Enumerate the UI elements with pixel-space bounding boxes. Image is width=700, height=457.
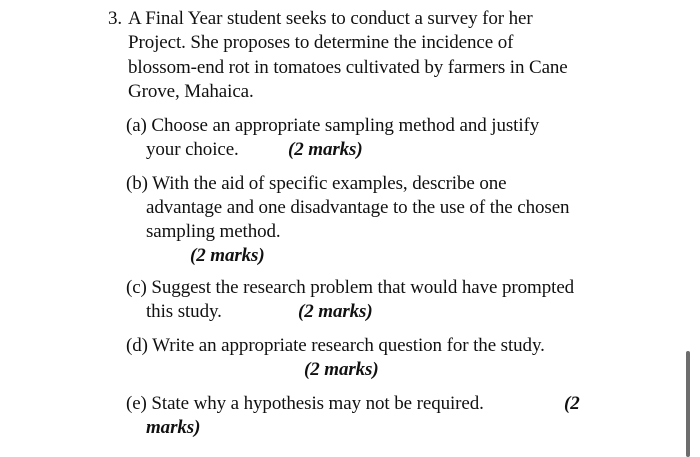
question-stem-line-1: A Final Year student seeks to conduct a survey for her [128, 8, 533, 29]
part-d-marks: (2 marks) [304, 359, 379, 380]
vertical-scrollbar-thumb[interactable] [686, 351, 690, 457]
part-c-marks: (2 marks) [298, 301, 373, 322]
part-a-marks: (2 marks) [288, 139, 363, 160]
part-c-line-1: (c) Suggest the research problem that would have prompted [126, 277, 575, 298]
question-stem-line-2: Project. She proposes to determine the incidence of [128, 32, 514, 53]
part-b-line-2: advantage and one disadvantage to the use of the chosen [146, 197, 570, 218]
question-stem-line-3: blossom-end rot in tomatoes cultivated by farmers in Cane [128, 57, 568, 78]
part-d-line-1: (d) Write an appropriate research question for the study. [126, 335, 545, 356]
part-b-marks: (2 marks) [190, 245, 265, 266]
part-c-line-2: this study. [146, 301, 222, 322]
part-b-line-1: (b) With the aid of specific examples, describe one [126, 173, 507, 194]
part-e-line-1: (e) State why a hypothesis may not be required. [126, 393, 484, 414]
question-number: 3. [108, 8, 123, 29]
part-b-line-3: sampling method. [146, 221, 281, 242]
part-e-marks-start: (2 [564, 393, 580, 414]
part-e-marks-end: marks) [146, 417, 201, 438]
question-stem-line-4: Grove, Mahaica. [128, 81, 254, 102]
part-a-line-1: (a) Choose an appropriate sampling method and justify [126, 115, 540, 136]
part-a-line-2: your choice. [146, 139, 239, 160]
